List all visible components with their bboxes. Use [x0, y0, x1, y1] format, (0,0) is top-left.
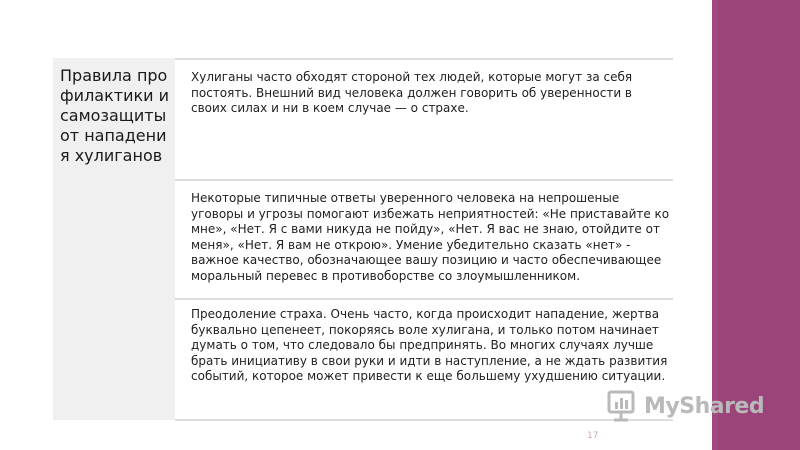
table-row-text: Некоторые типичные ответы уверенного человека на непрошеные уговоры и угрозы помогают избежать неприятностей: «Не приставайте ко мне», «Нет. Я с вами никуда не пойду», «Нет. Я вас не знаю, отойдите от меня», «Нет. Я вам не открою». Умение убедительно сказать «нет» - важное качество, обозначающее вашу позицию и часто обеспечивающее моральный перевес в противоборстве со злоумышленником.: [191, 191, 670, 283]
table-row-divider: [175, 298, 673, 300]
page-number: 17: [587, 431, 599, 441]
table-bottom-line: [175, 419, 673, 421]
watermark-text: MyShared: [644, 393, 765, 419]
right-accent-band: [712, 0, 800, 450]
watermark-logo: [606, 386, 776, 426]
myshared-logo-icon: [606, 389, 638, 423]
right-accent-band-inner: [718, 0, 800, 450]
table-row-text: Хулиганы часто обходят стороной тех людей, которые могут за себя постоять. Внешний вид человека должен говорить об уверенности в своих силах и ни в коем случае — о страхе.: [191, 70, 633, 116]
table-row-divider: [175, 58, 673, 60]
slide-title: Правила профилактики и самозащиты от нападения хулиганов: [60, 66, 170, 165]
table-row-divider: [175, 179, 673, 181]
table-row-text: Преодоление страха. Очень часто, когда происходит нападение, жертва буквально цепенеет, покоряясь воле хулигана, и только потом начинает думать о том, что следовало бы предпринять. Во многих случаях лучше брать инициативу в свои руки и идти в наступление, а не ждать развития событий, которое может привести к еще большему ухудшению ситуации.: [191, 307, 668, 384]
